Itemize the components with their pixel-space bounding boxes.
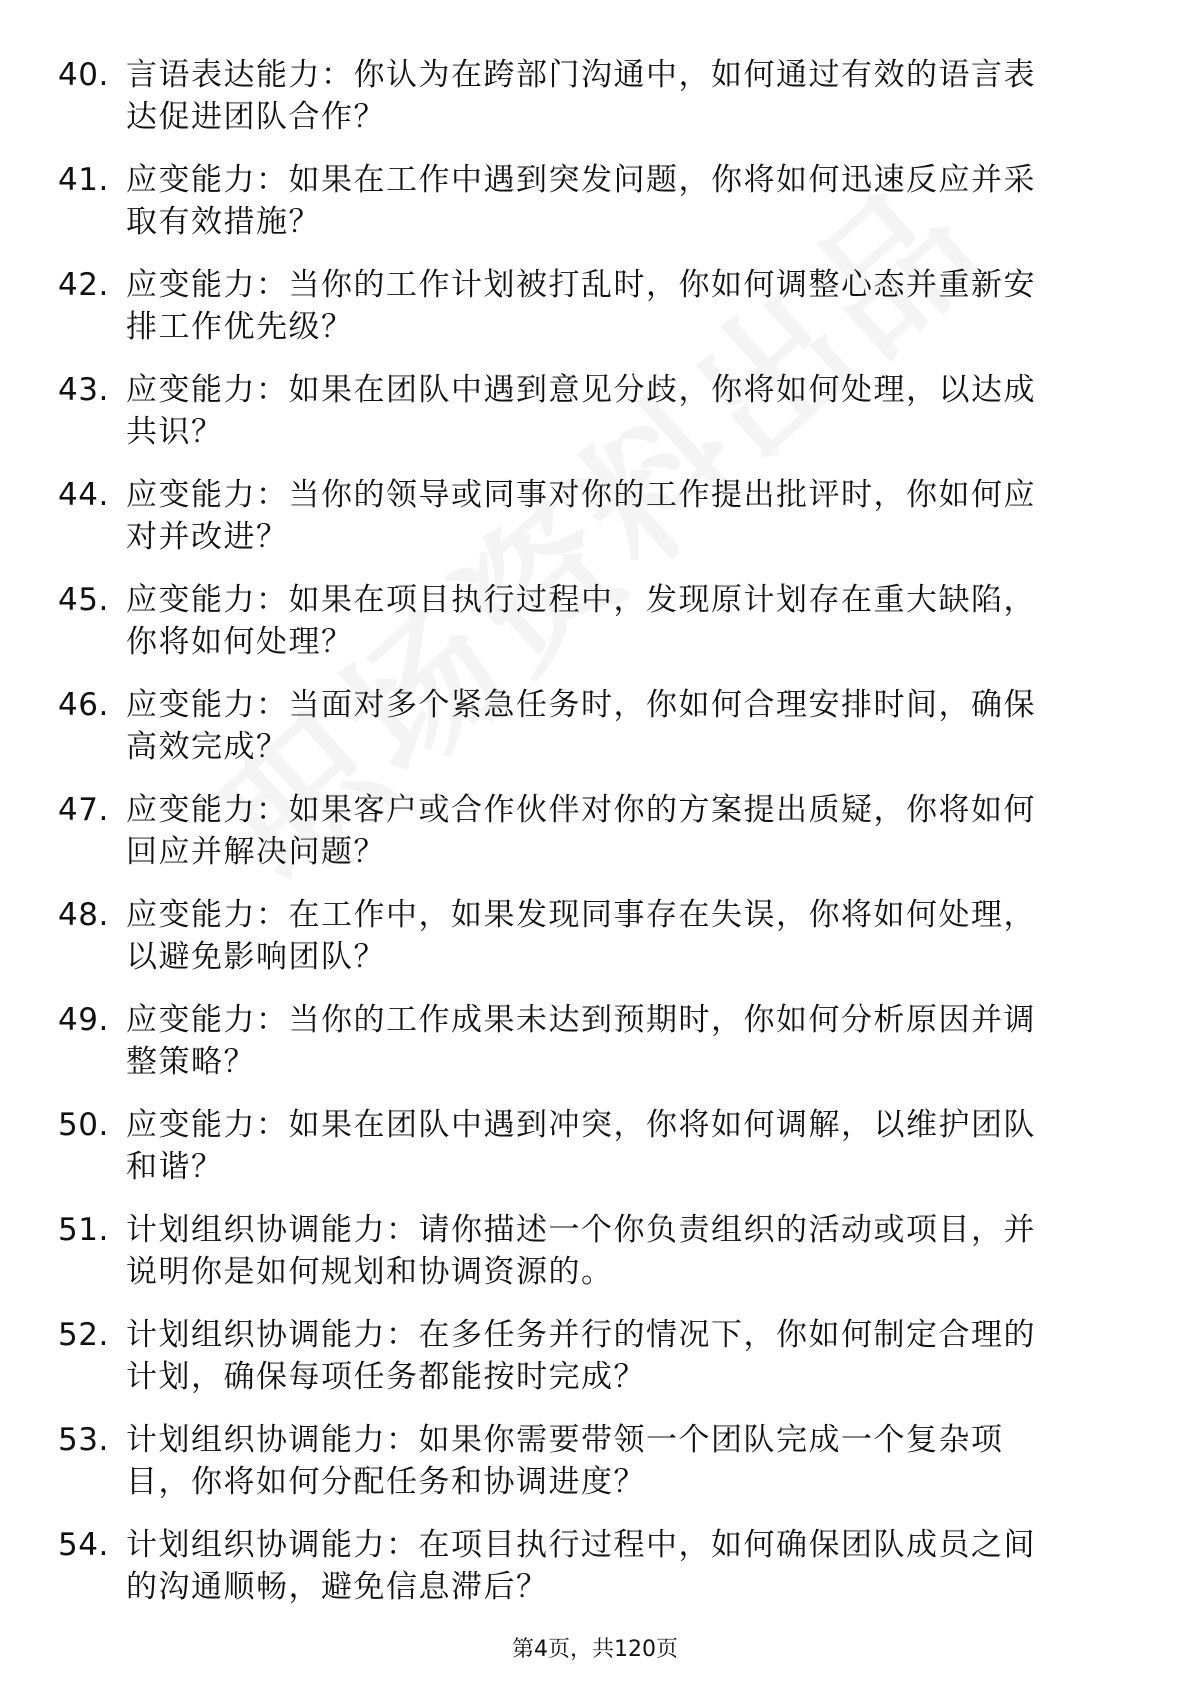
question-text: 应变能力：当面对多个紧急任务时，你如何合理安排时间，确保 高效完成？ [126,687,1036,765]
question-number: 41. [58,162,109,198]
question-text: 应变能力：如果在团队中遇到意见分歧，你将如何处理，以达成 共识？ [126,372,1036,450]
question-text: 应变能力：如果客户或合作伙伴对你的方案提出质疑，你将如何 回应并解决问题？ [126,792,1036,870]
question-number: 46. [58,687,109,723]
question-number: 49. [58,1002,109,1038]
question-number: 42. [58,267,109,303]
list-item [58,264,1118,357]
list-item [58,1209,1118,1302]
question-text: 应变能力：当你的工作成果未达到预期时，你如何分析原因并调 整策略？ [126,1002,1036,1080]
question-text: 应变能力：在工作中，如果发现同事存在失误，你将如何处理， 以避免影响团队？ [126,897,1036,975]
question-number: 54. [58,1527,109,1563]
list-item [58,1314,1118,1407]
list-item [58,1419,1118,1512]
question-number: 52. [58,1317,109,1353]
question-text: 计划组织协调能力：请你描述一个你负责组织的活动或项目，并 说明你是如何规划和协调资源的。 [126,1212,1036,1290]
question-text: 计划组织协调能力：在项目执行过程中，如何确保团队成员之间 的沟通顺畅，避免信息滞后？ [126,1527,1036,1605]
question-text: 言语表达能力：你认为在跨部门沟通中，如何通过有效的语言表 达促进团队合作？ [126,57,1036,135]
list-item [58,369,1118,462]
question-number: 45. [58,582,109,618]
list-item [58,474,1118,567]
question-number: 47. [58,792,109,828]
question-number: 53. [58,1422,109,1458]
question-text: 应变能力：如果在项目执行过程中，发现原计划存在重大缺陷， 你将如何处理？ [126,582,1036,660]
list-item [58,999,1118,1092]
question-number: 40. [58,57,109,93]
question-text: 计划组织协调能力：在多任务并行的情况下，你如何制定合理的 计划，确保每项任务都能按时完成？ [126,1317,1036,1395]
question-list [58,54,1118,1629]
question-number: 50. [58,1107,109,1143]
question-number: 51. [58,1212,109,1248]
list-item [58,684,1118,777]
question-text: 应变能力：如果在工作中遇到突发问题，你将如何迅速反应并采 取有效措施？ [126,162,1036,240]
question-text: 应变能力：当你的工作计划被打乱时，你如何调整心态并重新安 排工作优先级？ [126,267,1036,345]
list-item [58,54,1118,147]
list-item [58,894,1118,987]
list-item [58,789,1118,882]
question-text: 应变能力：当你的领导或同事对你的工作提出批评时，你如何应 对并改进？ [126,477,1036,555]
question-number: 44. [58,477,109,513]
list-item [58,1524,1118,1617]
list-item [58,579,1118,672]
question-number: 43. [58,372,109,408]
list-item [58,159,1118,252]
page-footer: 第4页，共120页 [512,1637,678,1662]
list-item [58,1104,1118,1197]
question-text: 应变能力：如果在团队中遇到冲突，你将如何调解，以维护团队 和谐？ [126,1107,1036,1185]
question-text: 计划组织协调能力：如果你需要带领一个团队完成一个复杂项 目，你将如何分配任务和协调进度？ [126,1422,1004,1500]
question-number: 48. [58,897,109,933]
